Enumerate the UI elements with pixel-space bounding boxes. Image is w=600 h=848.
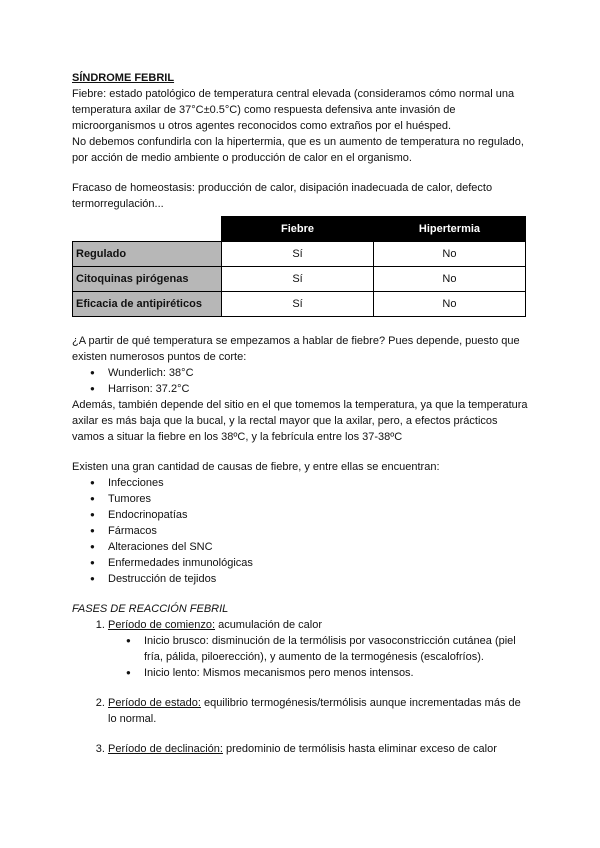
table-cell: No [373, 292, 525, 317]
site-text: Además, también depende del sitio en el que tomemos la temperatura, ya que la temperatura axilar es más baja que la bucal, y la rectal mayor que la axilar, pero, a efectos prácticos vamos a situar la fiebre en los 38ºC, y la febrícula entre los 37-38ºC [72, 399, 528, 443]
table-corner [73, 217, 222, 242]
table-row [73, 292, 526, 317]
document-page [72, 70, 532, 757]
phase-item [108, 741, 532, 757]
phase-item [108, 617, 532, 681]
homeostasis-text: Fracaso de homeostasis: producción de calor, disipación inadecuada de calor, defecto termorregulación... [72, 182, 493, 210]
table-row-label: Citoquinas pirógenas [73, 267, 222, 292]
table-cell: Sí [222, 267, 374, 292]
phase-item [108, 695, 532, 727]
list-item: ● Infecciones [108, 475, 532, 491]
table-cell: No [373, 267, 525, 292]
comparison-table [72, 216, 526, 317]
phase-name: Período de estado: [108, 697, 201, 709]
table-cell: Sí [222, 292, 374, 317]
list-item: ● Wunderlich: 38°C [108, 365, 532, 381]
page-title: SÍNDROME FEBRIL [72, 72, 175, 84]
list-item: ● Harrison: 37.2°C [108, 381, 532, 397]
causes-list [72, 475, 532, 587]
list-item: ● Endocrinopatías [108, 507, 532, 523]
intro-hipertermia: No debemos confundirla con la hipertermia, que es un aumento de temperatura no regulado, por acción de medio ambiente o producción de calor en el organismo. [72, 136, 524, 164]
table-header: Fiebre [222, 217, 374, 242]
table-row-label: Regulado [73, 242, 222, 267]
table-row [73, 242, 526, 267]
table-header-row [73, 217, 526, 242]
list-item: ● Inicio brusco: disminución de la termólisis por vasoconstricción cutánea (piel fría, pálida, piloerección), y aumento de la termogénesis (escalofríos). [144, 633, 532, 665]
phase-name: Período de declinación: [108, 743, 223, 755]
phase-sub-list [108, 633, 532, 681]
table-row-label: Eficacia de antipiréticos [73, 292, 222, 317]
table-cell: No [373, 242, 525, 267]
phase-name: Período de comienzo: [108, 619, 216, 631]
cutoff-list [72, 365, 532, 397]
table-row [73, 267, 526, 292]
list-item: ● Enfermedades inmunológicas [108, 555, 532, 571]
phase-desc: predominio de termólisis hasta eliminar exceso de calor [222, 743, 497, 755]
phases-title: FASES DE REACCIÓN FEBRIL [72, 603, 229, 615]
intro-fiebre: Fiebre: estado patológico de temperatura central elevada (consideramos cómo normal una temperatura axilar de 37°C±0.5°C) como respuesta defensiva ante invasión de microorganismos u otros agentes reconocidos como extraños por el huésped. [72, 88, 515, 132]
phases-list [72, 617, 532, 757]
list-item: ● Tumores [108, 491, 532, 507]
causes-intro: Existen una gran cantidad de causas de fiebre, y entre ellas se encuentran: [72, 461, 440, 473]
list-item: ● Inicio lento: Mismos mecanismos pero menos intensos. [144, 665, 532, 681]
table-header: Hipertermia [373, 217, 525, 242]
phase-desc: equilibrio termogénesis/termólisis aunque incrementadas más de lo normal. [108, 697, 521, 725]
cutoff-question: ¿A partir de qué temperatura se empezamos a hablar de fiebre? Pues depende, puesto que existen numerosos puntos de corte: [72, 335, 520, 363]
table-cell: Sí [222, 242, 374, 267]
list-item: ● Fármacos [108, 523, 532, 539]
list-item: ● Destrucción de tejidos [108, 571, 532, 587]
list-item: ● Alteraciones del SNC [108, 539, 532, 555]
phase-desc: acumulación de calor [215, 619, 323, 631]
